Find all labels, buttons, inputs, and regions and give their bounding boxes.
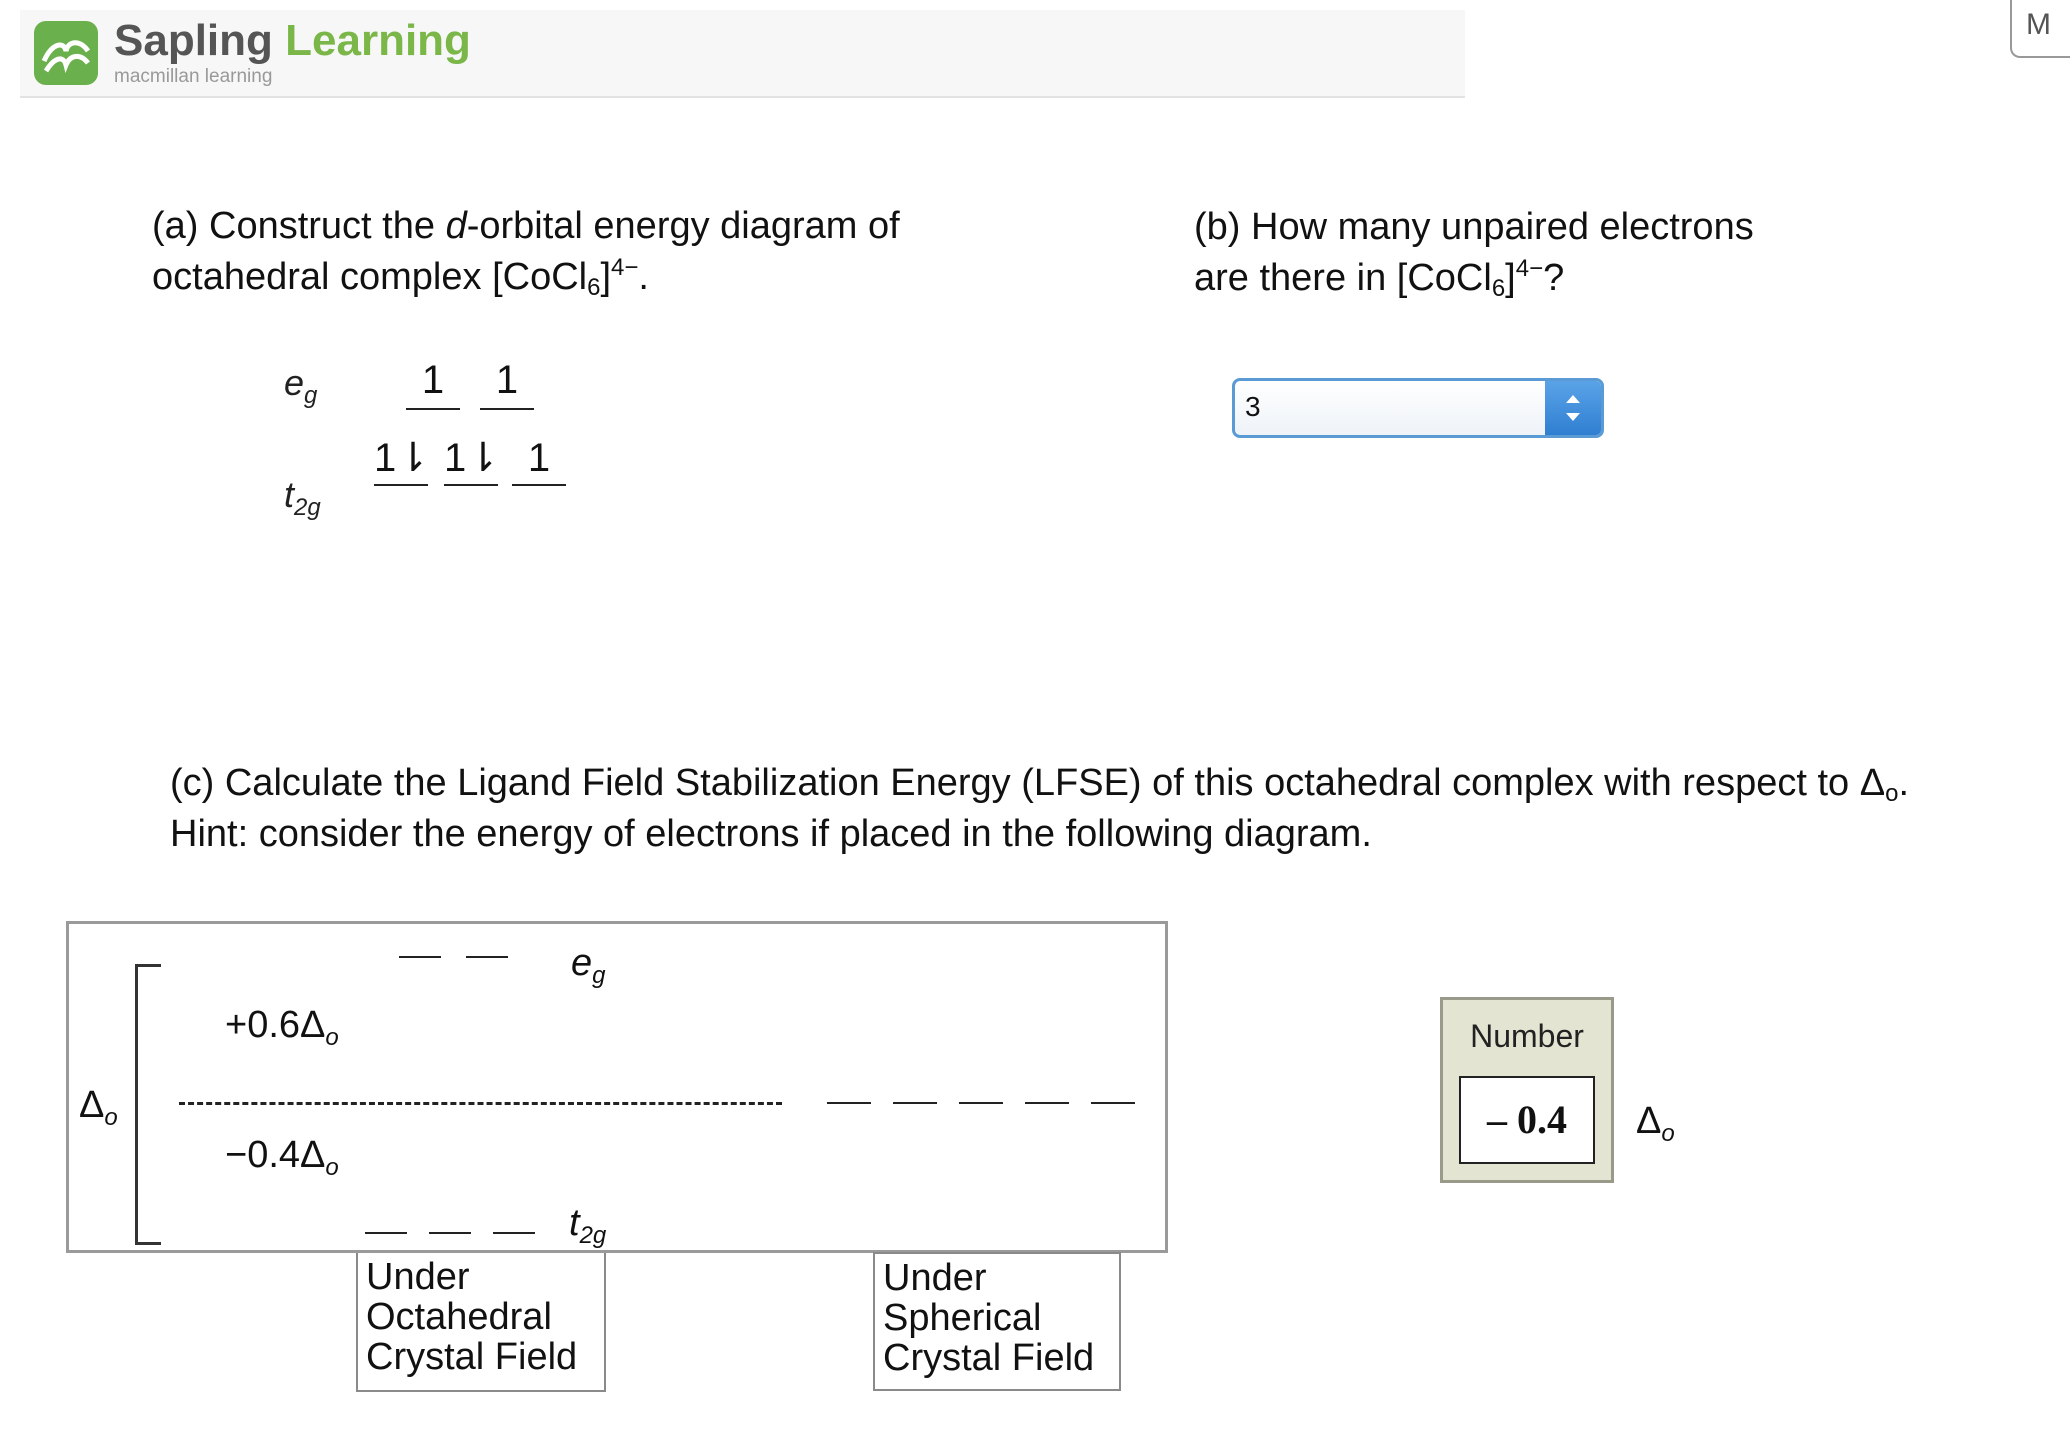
caption-octahedral-line3: Crystal Field — [366, 1336, 578, 1378]
question-a-line2: octahedral complex [CoCl$_6$]$^{4-}$. — [152, 254, 649, 301]
header-bar — [20, 10, 1465, 98]
caption-octahedral-line1: Under — [366, 1256, 470, 1298]
t2g-orbital-2-electrons: 1⇂ — [444, 436, 500, 480]
spherical-dash-2 — [893, 1102, 937, 1104]
diagram-t2g-label: $t_{2g}$ — [569, 1202, 607, 1249]
t2g-orbital-3-electrons: 1 — [527, 436, 551, 480]
corner-menu-tab[interactable]: M — [2010, 0, 2070, 58]
upper-energy-label: $+0.6\Delta_o$ — [225, 1004, 339, 1051]
t2g-level-dash-3 — [493, 1232, 535, 1234]
spherical-dash-5 — [1091, 1102, 1135, 1104]
t2g-orbital-1-electrons: 1⇂ — [374, 436, 430, 480]
brand-word-2: Learning — [285, 16, 471, 65]
caption-spherical — [873, 1252, 1121, 1391]
t2g-orbital-3-line — [512, 484, 566, 486]
delta-o-label: $\Delta_o$ — [79, 1084, 118, 1131]
eg-level-dash-1 — [399, 956, 441, 958]
spherical-dash-4 — [1025, 1102, 1069, 1104]
t2g-orbital-2-line — [444, 484, 498, 486]
eg-orbital-2-line — [480, 408, 534, 410]
diagram-eg-label: $e_g$ — [571, 942, 606, 989]
caption-octahedral — [356, 1253, 606, 1392]
brand-name[interactable] — [114, 16, 471, 66]
crystal-field-diagram — [66, 921, 1168, 1253]
t2g-orbital-1[interactable] — [374, 434, 428, 486]
question-b-text — [1194, 202, 1754, 304]
delta-bracket-line — [135, 964, 138, 1244]
eg-orbital-2[interactable] — [480, 358, 534, 410]
caption-spherical-line3: Crystal Field — [883, 1337, 1095, 1379]
t2g-orbital-2[interactable] — [444, 434, 498, 486]
chevron-updown-icon — [1545, 381, 1601, 435]
question-a-text — [152, 201, 900, 303]
eg-orbital-2-electrons: 1 — [495, 358, 519, 402]
lower-energy-label: $-0.4\Delta_o$ — [225, 1134, 339, 1181]
t2g-orbital-1-line — [374, 484, 428, 486]
lfse-number-input[interactable]: – 0.4 — [1459, 1076, 1595, 1164]
unpaired-electrons-select[interactable] — [1232, 378, 1604, 438]
caption-spherical-line1: Under — [883, 1257, 987, 1299]
delta-bracket-bottom — [135, 1242, 161, 1245]
question-b-line1: (b) How many unpaired electrons — [1194, 206, 1754, 248]
spherical-dash-1 — [827, 1102, 871, 1104]
answer-unit: $\Delta_o$ — [1636, 1100, 1675, 1147]
brand-word-1: Sapling — [114, 16, 273, 65]
t2g-level-dash-2 — [429, 1232, 471, 1234]
select-value: 3 — [1245, 391, 1261, 422]
question-c-text — [170, 758, 1909, 860]
question-b-line2: are there in [CoCl$_6$]$^{4-}$? — [1194, 255, 1565, 302]
barycenter-line — [179, 1102, 782, 1105]
lfse-answer-panel — [1440, 997, 1614, 1183]
delta-bracket-top — [135, 964, 161, 967]
question-c-line2: Hint: consider the energy of electrons if placed in the following diagram. — [170, 813, 1372, 855]
t2g-label: $t_{2g}$ — [284, 474, 321, 521]
eg-level-dash-2 — [466, 956, 508, 958]
number-label: Number — [1470, 1018, 1584, 1054]
eg-orbital-1[interactable] — [406, 358, 460, 410]
sapling-leaf-icon — [34, 21, 98, 85]
t2g-level-dash-1 — [365, 1232, 407, 1234]
eg-label: $e_g$ — [284, 362, 318, 409]
question-c-line1: (c) Calculate the Ligand Field Stabilization Energy (LFSE) of this octahedral complex with respect to $\Delta_o$. — [170, 762, 1910, 807]
brand-subtitle: macmillan learning — [114, 66, 273, 87]
caption-octahedral-line2: Octahedral — [366, 1296, 552, 1338]
eg-orbital-1-electrons: 1 — [421, 358, 445, 402]
t2g-orbital-3[interactable] — [512, 434, 566, 486]
eg-orbital-1-line — [406, 408, 460, 410]
caption-spherical-line2: Spherical — [883, 1297, 1042, 1339]
spherical-dash-3 — [959, 1102, 1003, 1104]
question-a-line1: (a) Construct the d-orbital energy diagram of — [152, 205, 900, 247]
select-arrows[interactable] — [1545, 381, 1601, 435]
